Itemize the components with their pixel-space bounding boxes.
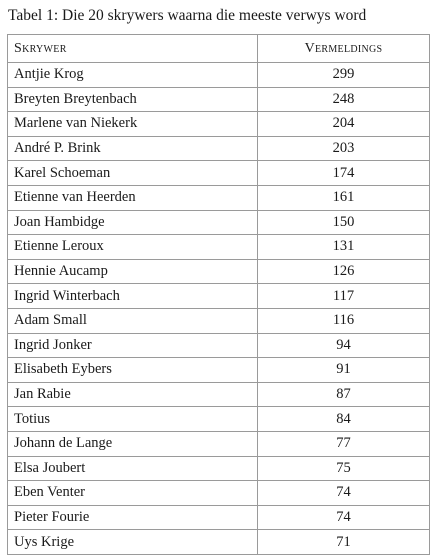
mention-count-cell: 299 — [258, 63, 430, 88]
mention-count-cell: 117 — [258, 284, 430, 309]
mention-count-cell: 75 — [258, 456, 430, 481]
mention-count-cell: 71 — [258, 530, 430, 555]
mention-count-cell: 74 — [258, 505, 430, 530]
table-row — [8, 284, 430, 309]
mention-count-cell: 174 — [258, 161, 430, 186]
table-caption: Tabel 1: Die 20 skrywers waarna die meeste verwys word — [8, 7, 367, 24]
writer-name-cell: Totius — [8, 407, 258, 432]
mention-count-cell: 116 — [258, 308, 430, 333]
table-row — [8, 382, 430, 407]
table-row — [8, 481, 430, 506]
writer-name-cell: Johann de Lange — [8, 431, 258, 456]
table-row — [8, 530, 430, 555]
mention-count-cell: 203 — [258, 136, 430, 161]
table-row — [8, 505, 430, 530]
mention-count-cell: 204 — [258, 112, 430, 137]
writer-name-cell: Elisabeth Eybers — [8, 358, 258, 383]
writer-name-cell: Karel Schoeman — [8, 161, 258, 186]
mention-count-cell: 77 — [258, 431, 430, 456]
writer-name-cell: Uys Krige — [8, 530, 258, 555]
mention-count-cell: 87 — [258, 382, 430, 407]
writer-name-cell: Ingrid Jonker — [8, 333, 258, 358]
writer-name-cell: Pieter Fourie — [8, 505, 258, 530]
mention-count-cell: 161 — [258, 185, 430, 210]
mention-count-cell: 91 — [258, 358, 430, 383]
table-row — [8, 456, 430, 481]
table-row — [8, 210, 430, 235]
writer-name-cell: Ingrid Winterbach — [8, 284, 258, 309]
mention-count-cell: 131 — [258, 235, 430, 260]
mention-count-cell: 150 — [258, 210, 430, 235]
writer-name-cell: Jan Rabie — [8, 382, 258, 407]
table-header-row — [8, 35, 430, 63]
table-row — [8, 136, 430, 161]
table-row — [8, 185, 430, 210]
mention-count-cell: 74 — [258, 481, 430, 506]
mention-count-cell: 126 — [258, 259, 430, 284]
table-body — [8, 63, 430, 555]
writer-name-cell: André P. Brink — [8, 136, 258, 161]
mention-count-cell: 84 — [258, 407, 430, 432]
writer-name-cell: Elsa Joubert — [8, 456, 258, 481]
table-row — [8, 431, 430, 456]
writers-table — [7, 34, 430, 555]
writer-name-cell: Eben Venter — [8, 481, 258, 506]
table-row — [8, 259, 430, 284]
mention-count-cell: 94 — [258, 333, 430, 358]
table-row — [8, 112, 430, 137]
table-row — [8, 358, 430, 383]
writer-name-cell: Joan Hambidge — [8, 210, 258, 235]
table-row — [8, 333, 430, 358]
table-row — [8, 407, 430, 432]
table-row — [8, 235, 430, 260]
column-header-mentions: Vermeldings — [258, 35, 430, 63]
writer-name-cell: Adam Small — [8, 308, 258, 333]
writer-name-cell: Breyten Breytenbach — [8, 87, 258, 112]
writer-name-cell: Etienne Leroux — [8, 235, 258, 260]
writer-name-cell: Hennie Aucamp — [8, 259, 258, 284]
mention-count-cell: 248 — [258, 87, 430, 112]
table-row — [8, 161, 430, 186]
writer-name-cell: Antjie Krog — [8, 63, 258, 88]
table-row — [8, 308, 430, 333]
writer-name-cell: Marlene van Niekerk — [8, 112, 258, 137]
writer-name-cell: Etienne van Heerden — [8, 185, 258, 210]
table-row — [8, 87, 430, 112]
table-row — [8, 63, 430, 88]
column-header-writer: Skrywer — [8, 35, 258, 63]
